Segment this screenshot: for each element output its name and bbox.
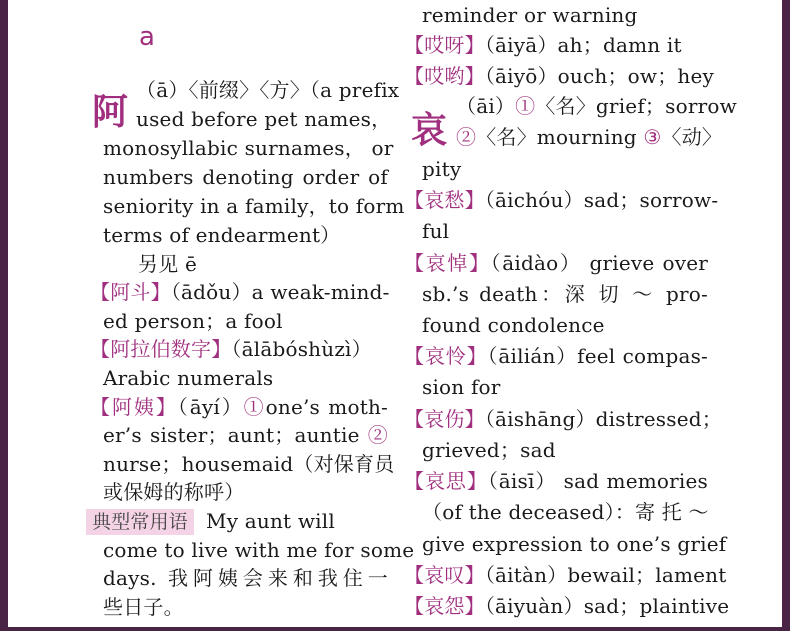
- page-border-bottom: [0, 627, 790, 631]
- example-text: My aunt will: [206, 509, 335, 533]
- headword-a-char: 阿: [92, 92, 129, 133]
- entry-line: 【哀叹】（āitàn）bewail；lament: [404, 563, 727, 587]
- entry-line: come to live with me for some: [103, 538, 415, 562]
- page-border-right: [782, 0, 790, 631]
- entry-line: Arabic numerals: [103, 366, 274, 390]
- example-line: [90, 507, 388, 536]
- entry-line: ②〈名〉mourning ③〈动〉: [456, 125, 723, 149]
- entry-line: er’s sister；aunt；auntie ②: [103, 423, 388, 447]
- entry-line: ful: [422, 219, 450, 243]
- headword-ai-char: 哀: [411, 110, 448, 151]
- example-label-badge: 典型常用语: [86, 509, 194, 535]
- entry-line: 【哀思】（āisī） sad memories: [404, 469, 708, 493]
- entry-line: seniority in a family，to form: [103, 194, 405, 218]
- entry-line: （of the deceased）：寄 托 ～: [422, 500, 709, 524]
- entry-line: 【阿姨】（āyí）①one’s moth-: [90, 395, 388, 419]
- entry-line: days. 我阿姨会来和我住一: [103, 566, 388, 590]
- entry-line: monosyllabic surnames， or: [103, 136, 394, 160]
- entry-line: 【哀悼】（āidào） grieve over: [404, 251, 708, 275]
- entry-line: 另见 ē: [138, 252, 197, 276]
- entry-line: nurse；housemaid（对保育员: [103, 452, 395, 476]
- entry-line: （āi）①〈名〉grief；sorrow: [456, 94, 737, 118]
- entry-line: 【哀伤】（āishāng）distressed；: [404, 407, 722, 431]
- page-border-left: [0, 0, 8, 631]
- entry-line: used before pet names，: [136, 107, 392, 131]
- entry-line: 【哀愁】（āichóu）sad；sorrow-: [404, 188, 719, 212]
- entry-line: 或保姆的称呼）: [103, 480, 245, 504]
- entry-line: terms of endearment）: [103, 223, 341, 247]
- entry-line: ed person；a fool: [103, 309, 283, 333]
- entry-line: 【哎呀】（āiyā）ah；damn it: [404, 33, 682, 57]
- entry-line: sb.’s death：深 切 ～ pro-: [422, 282, 708, 306]
- entry-line: 【哀怜】（āilián）feel compas-: [404, 344, 708, 368]
- entry-line: give expression to one’s grief: [422, 532, 727, 556]
- entry-line: 【阿拉伯数字】（ālābóshùzì）: [90, 337, 372, 361]
- entry-line: reminder or warning: [422, 3, 638, 27]
- entry-line: pity: [422, 157, 462, 181]
- entry-line: 些日子。: [103, 595, 184, 619]
- entry-line: 【阿斗】（ādǒu）a weak-mind-: [90, 280, 390, 304]
- entry-line: 【哎哟】（āiyō）ouch；ow；hey: [404, 64, 715, 88]
- entry-line: （ā）〈前缀〉〈方〉（a prefix: [136, 78, 400, 102]
- section-letter-heading: a: [139, 22, 155, 52]
- entry-line: 【哀怨】（āiyuàn）sad；plaintive: [404, 594, 730, 618]
- entry-line: numbers denoting order of: [103, 165, 388, 189]
- entry-line: sion for: [422, 375, 501, 399]
- entry-line: found condolence: [422, 313, 605, 337]
- entry-line: grieved；sad: [422, 438, 556, 462]
